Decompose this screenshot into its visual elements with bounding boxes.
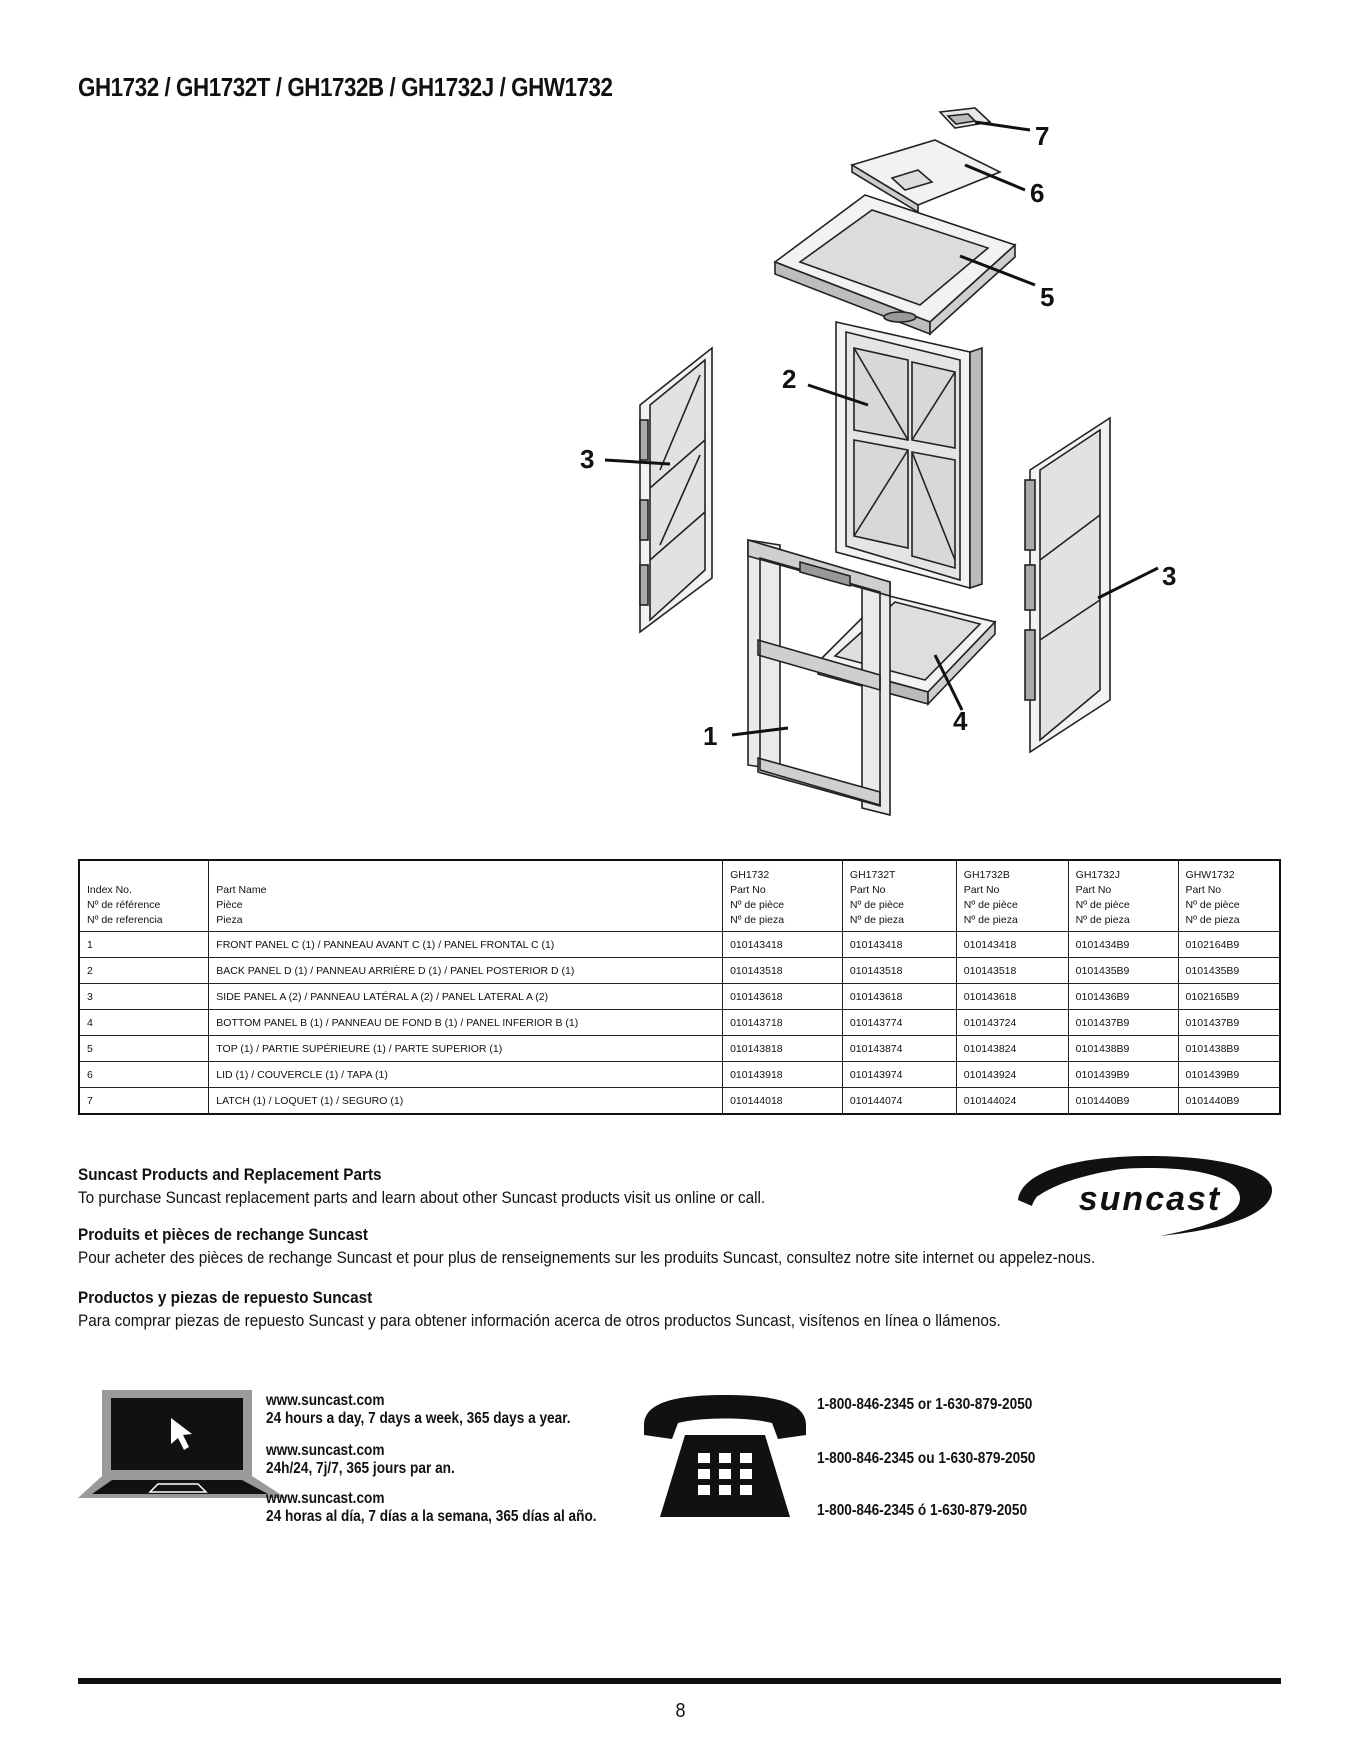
laptop-cursor-icon [78,1388,288,1498]
cell-index: 2 [79,958,209,984]
cell-part-name: TOP (1) / PARTIE SUPÉRIEURE (1) / PARTE SUPERIOR (1) [209,1036,723,1062]
side-panel-right-part [1025,418,1110,752]
cell-part-no: 0101434B9 [1068,932,1178,958]
cell-part-no: 0102164B9 [1178,932,1280,958]
web-contact-en: www.suncast.com 24 hours a day, 7 days a week, 365 days a year. [266,1392,571,1427]
cell-part-no: 0101437B9 [1068,1010,1178,1036]
svg-text:suncast: suncast [1078,1180,1222,1218]
cell-part-no: 0101437B9 [1178,1010,1280,1036]
cell-part-no: 010144024 [956,1088,1068,1115]
cell-part-no: 010143824 [956,1036,1068,1062]
header-gh1732b: GH1732B Part No Nº de pièce Nº de pieza [956,860,1068,932]
cell-part-name: BOTTOM PANEL B (1) / PANNEAU DE FOND B (1) / PANEL INFERIOR B (1) [209,1010,723,1036]
website-link[interactable]: www.suncast.com [266,1490,385,1507]
exploded-parts-diagram [560,100,1200,830]
cell-part-no: 010143518 [723,958,843,984]
cell-part-no: 0101439B9 [1178,1062,1280,1088]
parts-table [78,859,1281,1115]
cell-part-no: 010143518 [956,958,1068,984]
table-row [79,932,1280,958]
latch-part [940,108,990,128]
phone-number-es[interactable]: 1-800-846-2345 ó 1-630-879-2050 [817,1502,1028,1519]
cell-part-no: 010143618 [956,984,1068,1010]
callout-6: 6 [1030,178,1045,208]
phone-number-fr[interactable]: 1-800-846-2345 ou 1-630-879-2050 [817,1450,1036,1467]
telephone-icon [640,1395,810,1517]
cell-part-name: LATCH (1) / LOQUET (1) / SEGURO (1) [209,1088,723,1115]
callout-4: 4 [953,706,968,736]
cell-part-name: LID (1) / COUVERCLE (1) / TAPA (1) [209,1062,723,1088]
cell-part-no: 0101435B9 [1178,958,1280,984]
table-row [79,958,1280,984]
section-heading-en: Suncast Products and Replacement Parts [78,1165,382,1184]
cell-part-no: 0101440B9 [1068,1088,1178,1115]
section-heading-fr: Produits et pièces de rechange Suncast [78,1225,368,1244]
page-number: 8 [675,1700,686,1722]
callout-3-left: 3 [580,444,595,474]
cell-part-name: FRONT PANEL C (1) / PANNEAU AVANT C (1) / PANEL FRONTAL C (1) [209,932,723,958]
table-row [79,1036,1280,1062]
website-link[interactable]: www.suncast.com [266,1392,385,1409]
header-gh1732: GH1732 Part No Nº de pièce Nº de pieza [723,860,843,932]
header-index: Index No. Nº de référence Nº de referencia [79,860,209,932]
section-heading-es: Productos y piezas de repuesto Suncast [78,1288,373,1307]
callout-5: 5 [1040,282,1055,312]
cell-part-no: 0101439B9 [1068,1062,1178,1088]
cell-part-no: 0101438B9 [1068,1036,1178,1062]
header-gh1732j: GH1732J Part No Nº de pièce Nº de pieza [1068,860,1178,932]
header-ghw1732: GHW1732 Part No Nº de pièce Nº de pieza [1178,860,1280,932]
footer-rule [78,1678,1281,1684]
cell-part-no: 010143418 [842,932,956,958]
front-panel-part [748,540,890,815]
cell-index: 5 [79,1036,209,1062]
cell-part-no: 010143618 [842,984,956,1010]
table-header-row [79,860,1280,932]
table-row [79,1010,1280,1036]
cell-index: 7 [79,1088,209,1115]
cell-part-no: 0101435B9 [1068,958,1178,984]
cell-part-no: 0101438B9 [1178,1036,1280,1062]
cell-part-no: 010143774 [842,1010,956,1036]
web-contact-es: www.suncast.com 24 horas al día, 7 días a la semana, 365 días al año. [266,1490,597,1525]
callout-2: 2 [782,364,797,394]
side-panel-left-part [640,348,712,632]
section-text-en: To purchase Suncast replacement parts and learn about other Suncast products visit us online or call. [78,1188,766,1207]
section-text-fr: Pour acheter des pièces de rechange Suncast et pour plus de renseignements sur les produits Suncast, consultez notre site internet ou appelez-nous. [78,1248,1096,1267]
header-gh1732t: GH1732T Part No Nº de pièce Nº de pieza [842,860,956,932]
header-part-name: Part Name Pièce Pieza [209,860,723,932]
table-row [79,1062,1280,1088]
cell-part-no: 010143874 [842,1036,956,1062]
cell-part-no: 0101436B9 [1068,984,1178,1010]
section-text-es: Para comprar piezas de repuesto Suncast y para obtener información acerca de otros productos Suncast, visítenos en línea o llámenos. [78,1311,1001,1330]
website-link[interactable]: www.suncast.com [266,1442,385,1459]
cell-part-no: 0101440B9 [1178,1088,1280,1115]
callout-3-right: 3 [1162,561,1177,591]
callout-7: 7 [1035,121,1050,151]
cell-part-no: 0102165B9 [1178,984,1280,1010]
cell-part-no: 010143618 [723,984,843,1010]
suncast-logo [1010,1148,1280,1248]
table-row [79,1088,1280,1115]
bottom-panel-part [818,595,995,704]
cell-part-no: 010143518 [842,958,956,984]
cell-index: 4 [79,1010,209,1036]
web-contact-fr: www.suncast.com 24h/24, 7j/7, 365 jours par an. [266,1442,455,1477]
back-panel-part [836,322,982,588]
page-title: GH1732 / GH1732T / GH1732B / GH1732J / GHW1732 [78,72,613,102]
cell-part-no: 010144018 [723,1088,843,1115]
cell-part-no: 010143974 [842,1062,956,1088]
cell-part-no: 010143924 [956,1062,1068,1088]
cell-index: 3 [79,984,209,1010]
cell-part-no: 010144074 [842,1088,956,1115]
callout-1: 1 [703,721,718,751]
cell-part-name: BACK PANEL D (1) / PANNEAU ARRIÈRE D (1) / PANEL POSTERIOR D (1) [209,958,723,984]
cell-part-no: 010143818 [723,1036,843,1062]
cell-part-name: SIDE PANEL A (2) / PANNEAU LATÉRAL A (2) / PANEL LATERAL A (2) [209,984,723,1010]
cell-part-no: 010143418 [723,932,843,958]
table-row [79,984,1280,1010]
cell-part-no: 010143918 [723,1062,843,1088]
cell-index: 6 [79,1062,209,1088]
cell-part-no: 010143418 [956,932,1068,958]
cell-part-no: 010143724 [956,1010,1068,1036]
cell-index: 1 [79,932,209,958]
cell-part-no: 010143718 [723,1010,843,1036]
phone-number-en[interactable]: 1-800-846-2345 or 1-630-879-2050 [817,1396,1033,1413]
